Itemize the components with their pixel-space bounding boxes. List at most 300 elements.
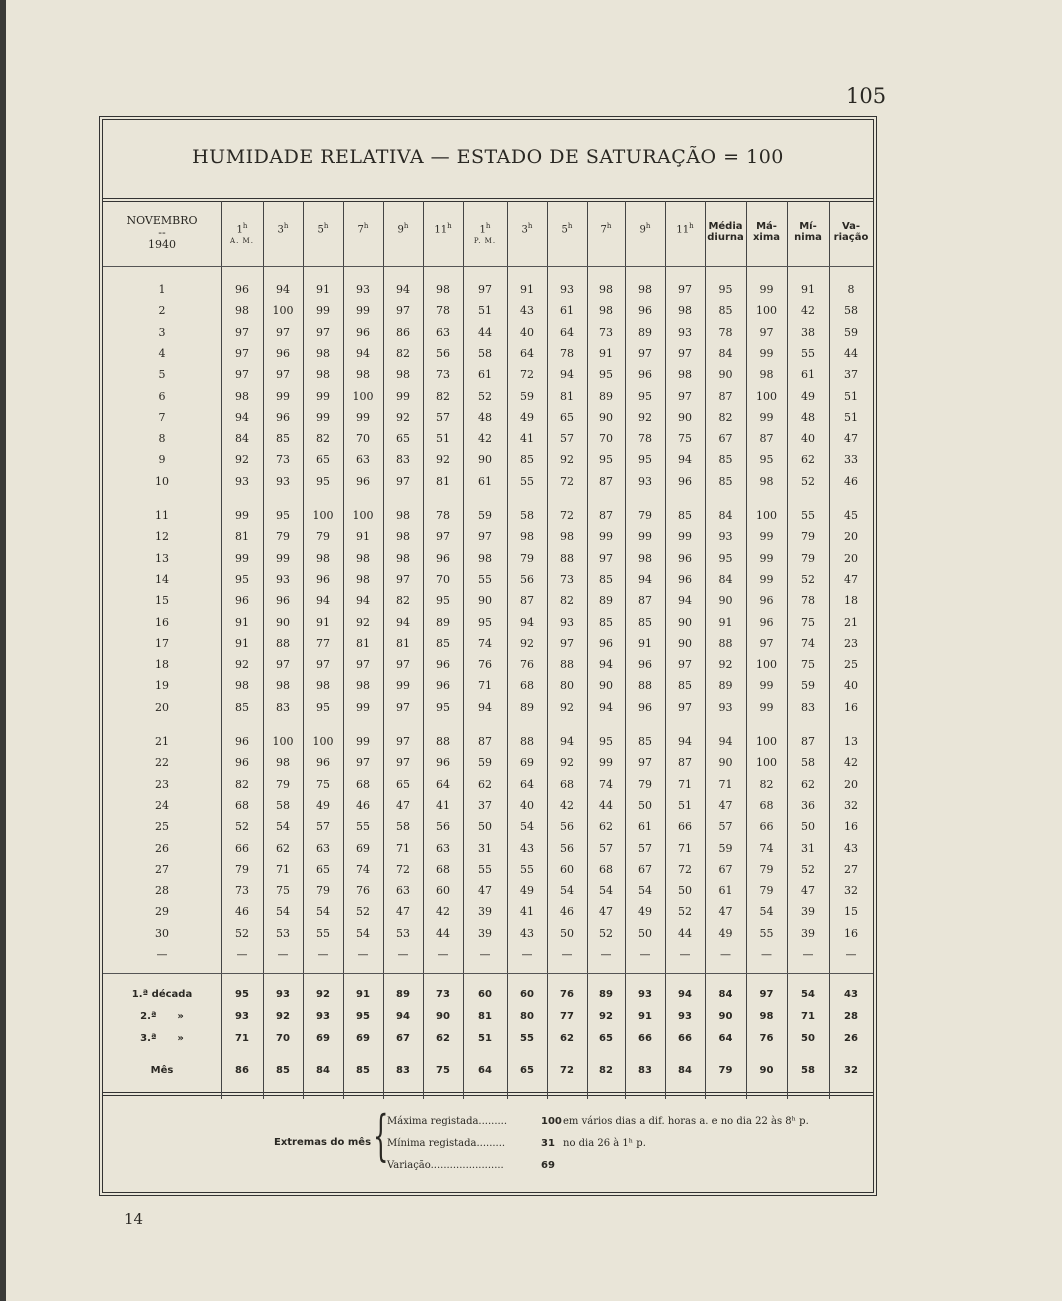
row-cell: 96 xyxy=(276,594,290,608)
row-cell: 87 xyxy=(478,735,492,748)
row-cell: 98 xyxy=(520,530,534,544)
row-cell: 82 xyxy=(718,410,733,424)
row-day: 21 xyxy=(155,735,169,748)
header-hour xyxy=(507,221,547,235)
row-cell: 90 xyxy=(599,679,613,693)
row-cell: 96 xyxy=(356,325,370,339)
table-row xyxy=(103,527,873,548)
row-cell: 96 xyxy=(638,658,652,672)
row-cell: 46 xyxy=(844,474,858,488)
row-cell: 97 xyxy=(678,700,692,714)
row-cell: 55 xyxy=(316,926,330,940)
row-cell: 70 xyxy=(436,572,450,586)
summary-cell: 89 xyxy=(599,989,613,1000)
row-cell: — xyxy=(561,948,573,961)
row-cell: 50 xyxy=(638,926,652,940)
row-cell: — xyxy=(277,948,289,961)
row-cell: 23 xyxy=(844,636,858,650)
summary-cell: 82 xyxy=(599,1065,613,1076)
summary-cell: 91 xyxy=(356,989,370,1000)
row-cell: 72 xyxy=(396,862,410,876)
row-cell: 40 xyxy=(801,432,815,446)
row-cell: 60 xyxy=(560,862,574,876)
row-cell: 58 xyxy=(396,820,410,834)
summary-cell: 95 xyxy=(235,989,249,1000)
row-cell: 100 xyxy=(756,509,777,522)
row-cell: 42 xyxy=(436,905,450,919)
summary-cell: 60 xyxy=(478,989,492,1000)
header-hour xyxy=(423,221,463,235)
header-hour xyxy=(343,221,383,235)
row-cell: 82 xyxy=(759,777,774,791)
row-cell: 93 xyxy=(560,283,574,296)
row-cell: 87 xyxy=(520,594,534,608)
row-cell: 97 xyxy=(356,756,370,770)
header-stat-line1: Média xyxy=(708,221,743,232)
row-cell: 39 xyxy=(801,926,815,940)
row-day: 29 xyxy=(155,905,169,919)
row-cell: 84 xyxy=(718,572,733,586)
row-cell: 88 xyxy=(276,636,290,650)
row-cell: 78 xyxy=(718,325,733,339)
row-cell: 66 xyxy=(678,820,692,834)
row-day: 4 xyxy=(158,346,166,360)
row-cell: 59 xyxy=(844,325,858,339)
table-row xyxy=(103,301,873,322)
row-cell: 93 xyxy=(638,474,652,488)
row-cell: 21 xyxy=(844,615,858,629)
row-cell: 99 xyxy=(276,551,290,565)
table-row xyxy=(103,902,873,923)
row-cell: 94 xyxy=(678,594,692,608)
row-cell: 71 xyxy=(276,862,290,876)
summary-cell: 83 xyxy=(638,1065,652,1076)
header-hour-suffix: h xyxy=(527,222,533,230)
summary-cell: 65 xyxy=(520,1065,534,1076)
summary-cell: 76 xyxy=(759,1033,774,1044)
row-cell: 47 xyxy=(718,905,733,919)
table-row xyxy=(103,817,873,838)
summary-cell: 85 xyxy=(356,1065,370,1076)
row-cell: 87 xyxy=(801,735,815,748)
row-cell: 77 xyxy=(316,636,330,650)
row-cell: 92 xyxy=(560,756,574,770)
row-cell: 87 xyxy=(759,432,774,446)
row-cell: 27 xyxy=(844,862,858,876)
row-cell: 44 xyxy=(678,926,692,940)
row-cell: — xyxy=(397,948,409,961)
row-cell: 93 xyxy=(235,474,249,488)
row-cell: — xyxy=(521,948,533,961)
summary-cell: 54 xyxy=(801,989,815,1000)
row-cell: 54 xyxy=(520,820,534,834)
row-cell: 92 xyxy=(235,453,249,467)
row-cell: 82 xyxy=(396,594,410,608)
header-ampm: P. M. xyxy=(473,237,497,246)
row-day: 28 xyxy=(155,884,169,898)
row-cell: 99 xyxy=(599,530,613,544)
row-cell: 95 xyxy=(718,551,733,565)
row-day: 8 xyxy=(158,432,166,446)
summary-cell: 73 xyxy=(436,989,450,1000)
row-cell: 98 xyxy=(276,679,290,693)
row-cell: 90 xyxy=(678,615,692,629)
summary-cell: 93 xyxy=(678,1011,692,1022)
row-cell: 46 xyxy=(356,798,370,812)
row-cell: 96 xyxy=(356,474,370,488)
summary-cell: 28 xyxy=(844,1011,858,1022)
row-cell: 94 xyxy=(678,735,692,748)
row-day: 13 xyxy=(155,551,169,565)
row-cell: 90 xyxy=(678,410,692,424)
row-cell: 46 xyxy=(235,905,249,919)
row-cell: 94 xyxy=(560,368,574,382)
row-cell: 92 xyxy=(638,410,652,424)
row-cell: 81 xyxy=(396,636,410,650)
row-cell: 20 xyxy=(844,530,858,544)
header-stat-line2: xima xyxy=(752,232,781,243)
row-cell: 97 xyxy=(638,756,652,770)
row-cell: 79 xyxy=(316,884,330,898)
row-cell: 80 xyxy=(560,679,574,693)
row-cell: 97 xyxy=(235,325,249,339)
row-cell: 92 xyxy=(560,700,574,714)
row-cell: 97 xyxy=(478,530,492,544)
row-cell: 62 xyxy=(599,820,613,834)
row-cell: 82 xyxy=(436,389,450,403)
row-day: 15 xyxy=(155,594,169,608)
summary-cell: 93 xyxy=(638,989,652,1000)
page-title: HUMIDADE RELATIVA — ESTADO DE SATURAÇÃO = 100 xyxy=(192,146,784,168)
row-cell: 52 xyxy=(235,926,249,940)
row-cell: 91 xyxy=(356,530,370,544)
summary-cell: 90 xyxy=(718,1011,733,1022)
row-cell: 98 xyxy=(235,389,249,403)
summary-cell: 43 xyxy=(844,989,858,1000)
row-cell: 100 xyxy=(352,389,374,403)
row-cell: 99 xyxy=(356,304,370,318)
summary-cell: 93 xyxy=(235,1011,249,1022)
row-day: 22 xyxy=(155,756,169,770)
row-cell: 59 xyxy=(478,509,492,522)
header-month-dashes: -- xyxy=(158,226,166,239)
row-cell: 94 xyxy=(356,594,370,608)
row-cell: 66 xyxy=(759,820,774,834)
row-cell: 70 xyxy=(356,432,370,446)
header-stat-line2: diurna xyxy=(707,232,744,243)
row-cell: 18 xyxy=(844,594,858,608)
row-cell: 79 xyxy=(638,509,652,522)
row-cell: 62 xyxy=(801,777,815,791)
table-row xyxy=(103,549,873,570)
row-day: 12 xyxy=(155,530,169,544)
summary-cell: 92 xyxy=(316,989,330,1000)
row-cell: 78 xyxy=(436,304,450,318)
row-cell: 91 xyxy=(235,636,249,650)
row-cell: 47 xyxy=(844,432,858,446)
row-cell: 99 xyxy=(759,700,774,714)
row-cell: 40 xyxy=(844,679,858,693)
row-cell: 90 xyxy=(276,615,290,629)
summary-cell: 84 xyxy=(316,1065,330,1076)
row-cell: 93 xyxy=(356,283,370,296)
summary-cell: 94 xyxy=(678,989,692,1000)
row-cell: 99 xyxy=(235,551,249,565)
table-row xyxy=(103,472,873,493)
row-cell: 54 xyxy=(316,905,330,919)
row-cell: 49 xyxy=(316,798,330,812)
row-cell: 95 xyxy=(316,700,330,714)
row-cell: 78 xyxy=(436,509,450,522)
row-cell: 100 xyxy=(756,735,777,748)
row-day: 3 xyxy=(158,325,166,339)
summary-cell: 89 xyxy=(396,989,410,1000)
row-cell: — xyxy=(600,948,612,961)
row-cell: 72 xyxy=(520,368,534,382)
row-cell: 96 xyxy=(759,594,774,608)
row-cell: 58 xyxy=(276,798,290,812)
header-stat xyxy=(829,221,873,243)
row-cell: 84 xyxy=(235,432,249,446)
row-cell: 96 xyxy=(235,756,249,770)
row-cell: 98 xyxy=(235,304,249,318)
row-cell: 95 xyxy=(276,509,290,522)
row-cell: 98 xyxy=(316,551,330,565)
row-cell: 46 xyxy=(560,905,574,919)
row-cell: 68 xyxy=(599,862,613,876)
table-row xyxy=(103,613,873,634)
row-cell: 100 xyxy=(312,735,334,748)
summary-label: 2.ª » xyxy=(140,1011,184,1022)
summary-cell: 65 xyxy=(599,1033,613,1044)
row-cell: 55 xyxy=(759,926,774,940)
row-cell: 54 xyxy=(560,884,574,898)
row-day: 9 xyxy=(158,453,166,467)
summary-cell: 64 xyxy=(478,1065,492,1076)
row-cell: 96 xyxy=(759,615,774,629)
row-day: 17 xyxy=(155,636,169,650)
summary-cell: 84 xyxy=(678,1065,692,1076)
row-cell: 78 xyxy=(560,346,574,360)
summary-cell: 69 xyxy=(356,1033,370,1044)
row-cell: 90 xyxy=(478,594,492,608)
header-hour-suffix: h xyxy=(242,222,248,230)
row-cell: 50 xyxy=(638,798,652,812)
row-cell: 72 xyxy=(560,509,574,522)
header-month xyxy=(103,215,221,251)
row-cell: 37 xyxy=(478,798,492,812)
row-cell: 56 xyxy=(436,820,450,834)
row-cell: 98 xyxy=(356,551,370,565)
table-row xyxy=(103,655,873,676)
row-cell: 85 xyxy=(678,679,692,693)
row-cell: 98 xyxy=(599,283,613,296)
row-cell: 97 xyxy=(316,325,330,339)
row-day: 18 xyxy=(155,658,169,672)
summary-cell: 71 xyxy=(801,1011,815,1022)
row-cell: 43 xyxy=(844,841,858,855)
row-cell: 96 xyxy=(235,283,249,296)
header-hour xyxy=(463,221,507,247)
row-cell: 84 xyxy=(718,346,733,360)
row-cell: 71 xyxy=(478,679,492,693)
extremes-label: Extremas do mês xyxy=(274,1137,372,1148)
row-cell: 87 xyxy=(718,389,733,403)
header-year: 1940 xyxy=(148,238,176,251)
table-row xyxy=(103,450,873,471)
row-cell: 88 xyxy=(718,636,733,650)
extreme-max-note: em vários dias a dif. horas a. e no dia 22 às 8ʰ p. xyxy=(563,1116,809,1127)
header-hour-value: 5 xyxy=(561,224,568,236)
header-hour xyxy=(263,221,303,235)
row-cell: 85 xyxy=(718,453,733,467)
row-cell: 98 xyxy=(396,551,410,565)
row-cell: — xyxy=(679,948,691,961)
summary-cell: 76 xyxy=(560,989,574,1000)
row-cell: 96 xyxy=(436,756,450,770)
row-cell: 85 xyxy=(436,636,450,650)
row-cell: 88 xyxy=(436,735,450,748)
row-cell: 59 xyxy=(520,389,534,403)
row-cell: 94 xyxy=(316,594,330,608)
row-cell: 44 xyxy=(844,346,858,360)
row-cell: 38 xyxy=(801,325,815,339)
row-cell: 68 xyxy=(560,777,574,791)
summary-cell: 55 xyxy=(520,1033,534,1044)
row-cell: 95 xyxy=(599,368,613,382)
row-cell: 32 xyxy=(844,798,858,812)
header-hour-value: 5 xyxy=(317,224,324,236)
row-cell: 97 xyxy=(276,368,290,382)
row-cell: 94 xyxy=(478,700,492,714)
row-cell: 55 xyxy=(520,862,534,876)
row-cell: 99 xyxy=(759,346,774,360)
row-cell: 97 xyxy=(396,756,410,770)
row-cell: 75 xyxy=(801,658,815,672)
row-cell: 92 xyxy=(560,453,574,467)
row-cell: 96 xyxy=(316,572,330,586)
row-cell: 65 xyxy=(316,453,330,467)
header-stat xyxy=(746,221,787,243)
summary-cell: 60 xyxy=(520,989,534,1000)
row-cell: 51 xyxy=(678,798,692,812)
row-cell: 16 xyxy=(844,926,858,940)
row-cell: 72 xyxy=(678,862,692,876)
row-cell: 100 xyxy=(312,509,334,522)
row-cell: 81 xyxy=(356,636,370,650)
extremes-brace: { xyxy=(373,1104,389,1167)
header-hour-suffix: h xyxy=(567,222,573,230)
header-stat-line1: Mí- xyxy=(799,221,817,232)
row-cell: 94 xyxy=(396,283,410,296)
row-cell: — xyxy=(236,948,248,961)
row-cell: 74 xyxy=(478,636,492,650)
header-hour-suffix: h xyxy=(447,222,452,230)
row-cell: 54 xyxy=(599,884,613,898)
extreme-min-value: 31 xyxy=(541,1138,555,1149)
summary-cell: 51 xyxy=(478,1033,492,1044)
row-day: 23 xyxy=(155,777,169,791)
summary-cell: 83 xyxy=(396,1065,410,1076)
summary-cell: 26 xyxy=(844,1033,858,1044)
row-cell: 59 xyxy=(718,841,733,855)
row-cell: 54 xyxy=(276,905,290,919)
row-cell: 96 xyxy=(276,410,290,424)
row-cell: 71 xyxy=(718,777,733,791)
row-day: 20 xyxy=(155,700,169,714)
summary-cell: 93 xyxy=(316,1011,330,1022)
row-cell: 92 xyxy=(520,636,534,650)
row-cell: 73 xyxy=(560,572,574,586)
header-hour xyxy=(303,221,343,235)
header-hour xyxy=(665,221,705,235)
row-cell: 47 xyxy=(396,905,410,919)
extreme-var-name: Variação....................... xyxy=(387,1160,504,1171)
table-row xyxy=(103,387,873,408)
book-binding xyxy=(0,0,6,1301)
row-cell: 47 xyxy=(396,798,410,812)
row-cell: 49 xyxy=(520,410,534,424)
summary-cell: 77 xyxy=(560,1011,574,1022)
row-cell: 79 xyxy=(520,551,534,565)
row-cell: 95 xyxy=(235,572,249,586)
row-cell: 97 xyxy=(396,658,410,672)
row-cell: 99 xyxy=(638,530,652,544)
row-cell: 79 xyxy=(801,551,815,565)
row-cell: 97 xyxy=(396,474,410,488)
summary-cell: 70 xyxy=(276,1033,290,1044)
row-cell: 69 xyxy=(520,756,534,770)
row-cell: — xyxy=(720,948,731,961)
table-row xyxy=(103,429,873,450)
row-cell: 93 xyxy=(560,615,574,629)
row-cell: 74 xyxy=(356,862,370,876)
row-cell: 95 xyxy=(599,735,613,748)
row-cell: 85 xyxy=(599,615,613,629)
row-day: 26 xyxy=(155,841,169,855)
summary-cell: 90 xyxy=(436,1011,450,1022)
row-cell: 60 xyxy=(436,884,450,898)
row-cell: 41 xyxy=(520,905,534,919)
row-cell: 61 xyxy=(638,820,652,834)
row-cell: 96 xyxy=(638,368,652,382)
row-day: 14 xyxy=(155,572,169,586)
row-cell: 51 xyxy=(844,389,858,403)
row-cell: 87 xyxy=(599,474,613,488)
summary-cell: 97 xyxy=(759,989,774,1000)
row-cell: 62 xyxy=(276,841,290,855)
row-cell: 94 xyxy=(560,735,574,748)
row-cell: 98 xyxy=(235,679,249,693)
row-cell: 92 xyxy=(235,658,249,672)
row-cell: 96 xyxy=(678,551,692,565)
row-cell: 58 xyxy=(478,346,492,360)
row-cell: 68 xyxy=(520,679,534,693)
row-cell: 98 xyxy=(316,346,330,360)
header-hour-suffix: h xyxy=(283,222,289,230)
summary-cell: 67 xyxy=(396,1033,410,1044)
row-cell: 97 xyxy=(396,304,410,318)
row-cell: 40 xyxy=(520,798,534,812)
header-hour-suffix: h xyxy=(323,222,329,230)
row-cell: 57 xyxy=(436,410,450,424)
row-cell: 97 xyxy=(478,283,492,296)
summary-cell: 79 xyxy=(718,1065,733,1076)
row-cell: 98 xyxy=(276,756,290,770)
row-cell: 47 xyxy=(718,798,733,812)
row-cell: 92 xyxy=(718,658,733,672)
summary-cell: 86 xyxy=(235,1065,249,1076)
